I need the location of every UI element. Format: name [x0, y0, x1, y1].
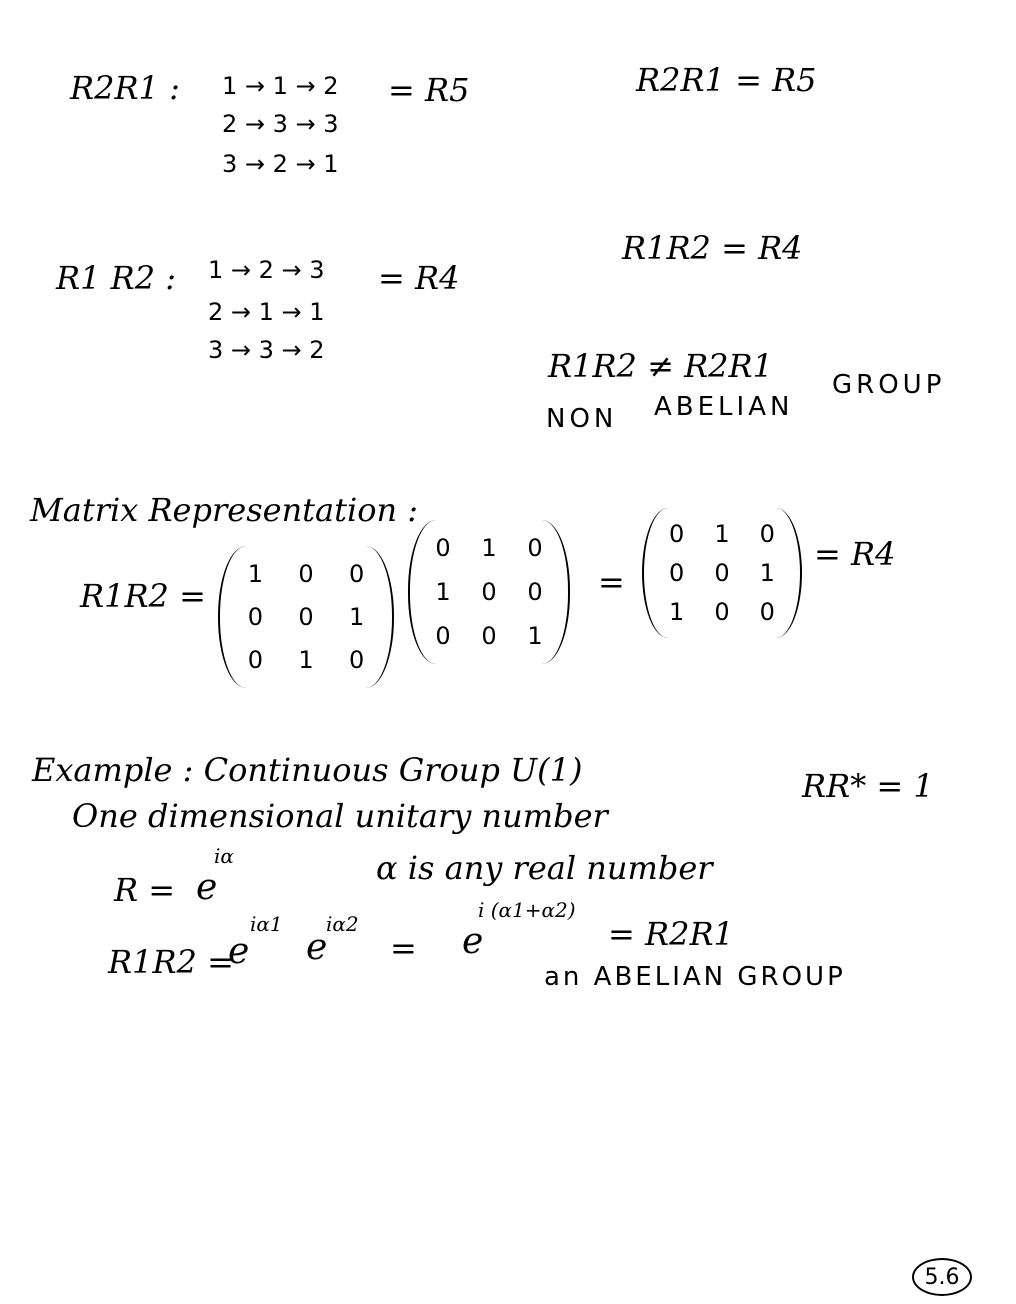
- r1r2-side-note: R1R2 = R4: [622, 229, 803, 267]
- m1-cell: 0: [247, 602, 263, 631]
- product-e2: e: [306, 927, 328, 968]
- m3-cell: 0: [759, 598, 775, 627]
- m3-cell: 0: [669, 558, 685, 587]
- r1r2-label: R1 R2 :: [56, 259, 177, 297]
- m1-cell: 0: [298, 559, 314, 588]
- product-rhs: = R2R1: [608, 915, 734, 953]
- product-exp2: iα2: [326, 912, 359, 936]
- example-line-2: One dimensional unitary number: [72, 797, 608, 835]
- product-exp3: i (α1+α2): [478, 898, 576, 922]
- m3-cell: 1: [714, 519, 730, 548]
- m1-cell: 1: [349, 602, 365, 631]
- r1r2-result: = R4: [378, 259, 460, 297]
- product-equals: =: [390, 929, 417, 967]
- r-def-lhs: R =: [114, 871, 176, 909]
- r2r1-result: = R5: [388, 71, 470, 109]
- m3-cell: 1: [669, 598, 685, 627]
- product-e1: e: [228, 931, 250, 972]
- m3-cell: 0: [714, 598, 730, 627]
- example-line-1: Example : Continuous Group U(1): [32, 751, 583, 789]
- m3-cell: 1: [759, 558, 775, 587]
- r1r2-map-3: 3 → 3 → 2: [208, 336, 325, 364]
- m1-cell: 1: [247, 559, 263, 588]
- abelian-conclusion: an ABELIAN GROUP: [544, 962, 846, 992]
- r1r2-map-1: 1 → 2 → 3: [208, 256, 325, 284]
- m1-cell: 0: [247, 646, 263, 675]
- rr-star: RR* = 1: [802, 767, 934, 805]
- group-word: GROUP: [832, 370, 946, 400]
- m2-cell: 1: [527, 622, 543, 650]
- page-number: 5.6: [912, 1258, 972, 1296]
- m2-cell: 0: [527, 534, 543, 562]
- matrix-2: [408, 520, 570, 664]
- matrix-lhs: R1R2 =: [80, 577, 206, 615]
- r2r1-label: R2R1 :: [70, 69, 180, 107]
- r2r1-map-2: 2 → 3 → 3: [222, 110, 339, 138]
- matrix-heading: Matrix Representation :: [30, 491, 419, 529]
- m1-cell: 0: [298, 602, 314, 631]
- m2-cell: 1: [435, 578, 451, 606]
- m1-cell: 0: [349, 646, 365, 675]
- r2r1-map-3: 3 → 2 → 1: [222, 150, 339, 178]
- m3-cell: 0: [714, 558, 730, 587]
- m2-cell: 0: [481, 622, 497, 650]
- r2r1-map-1: 1 → 1 → 2: [222, 72, 339, 100]
- abelian-word: ABELIAN: [654, 392, 794, 422]
- matrix-1: [218, 546, 394, 688]
- matrix-equals: =: [598, 563, 625, 601]
- m1-cell: 0: [349, 559, 365, 588]
- matrix-result: = R4: [814, 535, 896, 573]
- m2-cell: 1: [481, 534, 497, 562]
- m3-cell: 0: [669, 519, 685, 548]
- m2-cell: 0: [435, 622, 451, 650]
- matrix-3: [642, 508, 802, 638]
- r1r2-map-2: 2 → 1 → 1: [208, 298, 325, 326]
- noncommute-relation: R1R2 ≠ R2R1: [548, 347, 773, 385]
- m2-cell: 0: [481, 578, 497, 606]
- non-word: NON: [546, 404, 618, 434]
- m3-cell: 0: [759, 519, 775, 548]
- m2-cell: 0: [527, 578, 543, 606]
- r2r1-side-note: R2R1 = R5: [636, 61, 817, 99]
- product-e3: e: [462, 921, 484, 962]
- m2-cell: 0: [435, 534, 451, 562]
- product-lhs: R1R2 =: [108, 943, 234, 981]
- alpha-note: α is any real number: [376, 849, 713, 887]
- product-exp1: iα1: [250, 912, 283, 936]
- m1-cell: 1: [298, 646, 314, 675]
- r-def-exponent: iα: [214, 844, 234, 868]
- r-def-e: e: [196, 867, 218, 908]
